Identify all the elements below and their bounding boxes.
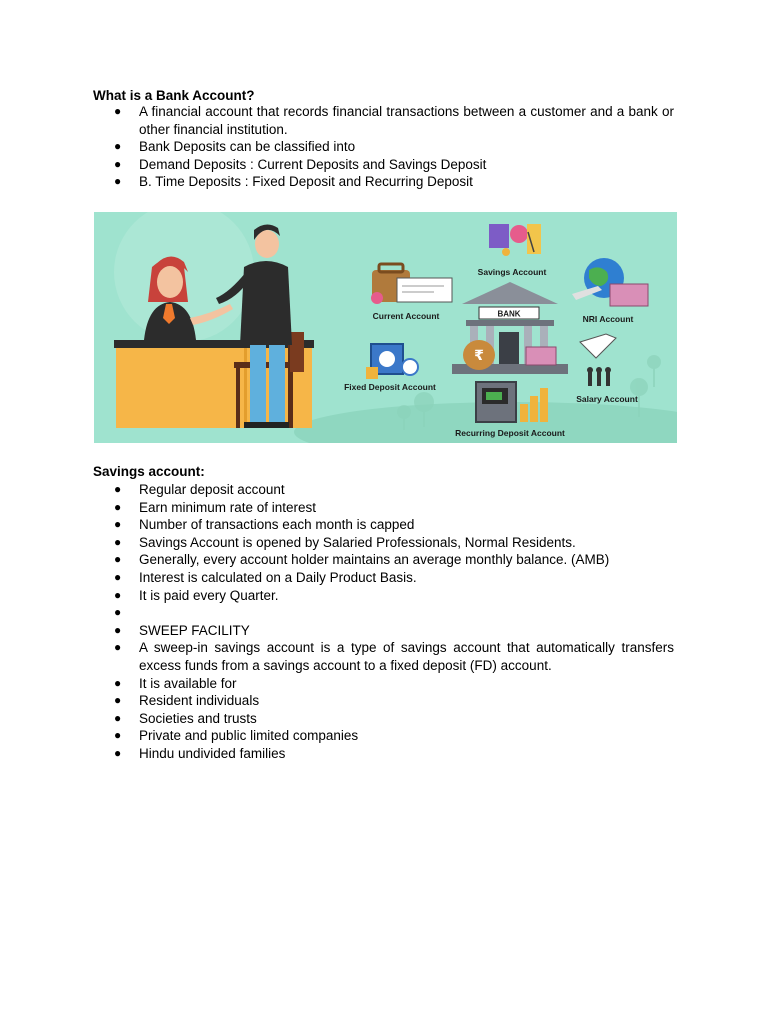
list-item: ● Earn minimum rate of interest	[114, 499, 317, 515]
bullet-icon: ●	[114, 517, 122, 532]
bullet-icon: ●	[114, 605, 122, 620]
list-item: ● A sweep-in savings account is a type of savings account that automatically transfers excess funds from a savings account to a fixed deposit (FD) account.	[114, 640, 674, 673]
salary-account-icon	[580, 334, 616, 386]
list-item: ● SWEEP FACILITY	[114, 622, 250, 638]
bullet-icon: ●	[114, 499, 122, 514]
bank-accounts-illustration	[94, 212, 677, 443]
current-account-icon	[371, 264, 452, 304]
list-item: ● A financial account that records financial transactions between a customer and a bank or other financial institution.	[114, 104, 674, 137]
list-item: ● Private and public limited companies	[114, 728, 359, 744]
recurring-deposit-account-label: Recurring Deposit Account	[455, 428, 565, 438]
bullet-icon: ●	[114, 174, 122, 189]
bullet-icon: ●	[114, 104, 122, 118]
savings-account-icon	[489, 224, 541, 256]
savings-account-label: Savings Account	[477, 267, 547, 277]
bullet-icon: ●	[114, 675, 122, 690]
bullet-icon: ●	[114, 569, 122, 584]
list-item-empty	[93, 604, 674, 622]
nri-account-label: NRI Account	[582, 314, 634, 324]
bullet-icon: ●	[114, 728, 122, 743]
list-item: ● Number of transactions each month is capped	[114, 517, 415, 533]
bullet-icon: ●	[114, 745, 122, 760]
list-item: ● Savings Account is opened by Salaried Professionals, Normal Residents.	[114, 534, 576, 550]
fixed-deposit-account-label: Fixed Deposit Account	[344, 382, 436, 392]
bank-sign: BANK	[497, 309, 521, 319]
rupee-icon: ₹	[474, 348, 484, 364]
bank-building-icon	[452, 282, 568, 374]
current-account-label: Current Account	[372, 311, 440, 321]
list-item: ● Demand Deposits : Current Deposits and Savings Deposit	[114, 156, 487, 172]
list-item: ● Resident individuals	[114, 693, 260, 709]
bullet-icon: ●	[114, 587, 122, 602]
bullet-icon: ●	[114, 534, 122, 549]
recurring-deposit-icon	[476, 382, 548, 422]
list-item: ● B. Time Deposits : Fixed Deposit and Recurring Deposit	[114, 174, 473, 190]
fixed-deposit-icon	[366, 344, 418, 379]
salary-account-label: Salary Account	[576, 394, 638, 404]
section-heading-savings-account: Savings account:	[93, 464, 205, 479]
savings-account-bullet-list	[93, 481, 674, 763]
bullet-icon: ●	[114, 156, 122, 171]
list-item: ● Hindu undivided families	[114, 745, 286, 761]
bullet-icon: ●	[114, 552, 122, 567]
list-item: ● It is available for	[114, 675, 237, 691]
list-item: ● Generally, every account holder maintains an average monthly balance. (AMB)	[114, 552, 610, 568]
list-item: ● Interest is calculated on a Daily Product Basis.	[114, 569, 417, 585]
list-item: ● It is paid every Quarter.	[114, 587, 279, 603]
section-heading-bank-account: What is a Bank Account?	[93, 88, 255, 103]
list-item: ● Societies and trusts	[114, 710, 257, 726]
nri-account-icon	[572, 258, 648, 306]
bullet-icon: ●	[114, 622, 122, 637]
bullet-icon: ●	[114, 139, 122, 154]
bullet-icon: ●	[114, 640, 122, 655]
bank-account-bullet-list	[93, 103, 674, 191]
list-item: ● Bank Deposits can be classified into	[114, 139, 356, 155]
bullet-icon: ●	[114, 482, 122, 496]
list-item: ● Regular deposit account	[114, 482, 285, 497]
bullet-icon: ●	[114, 693, 122, 708]
bullet-icon: ●	[114, 710, 122, 725]
